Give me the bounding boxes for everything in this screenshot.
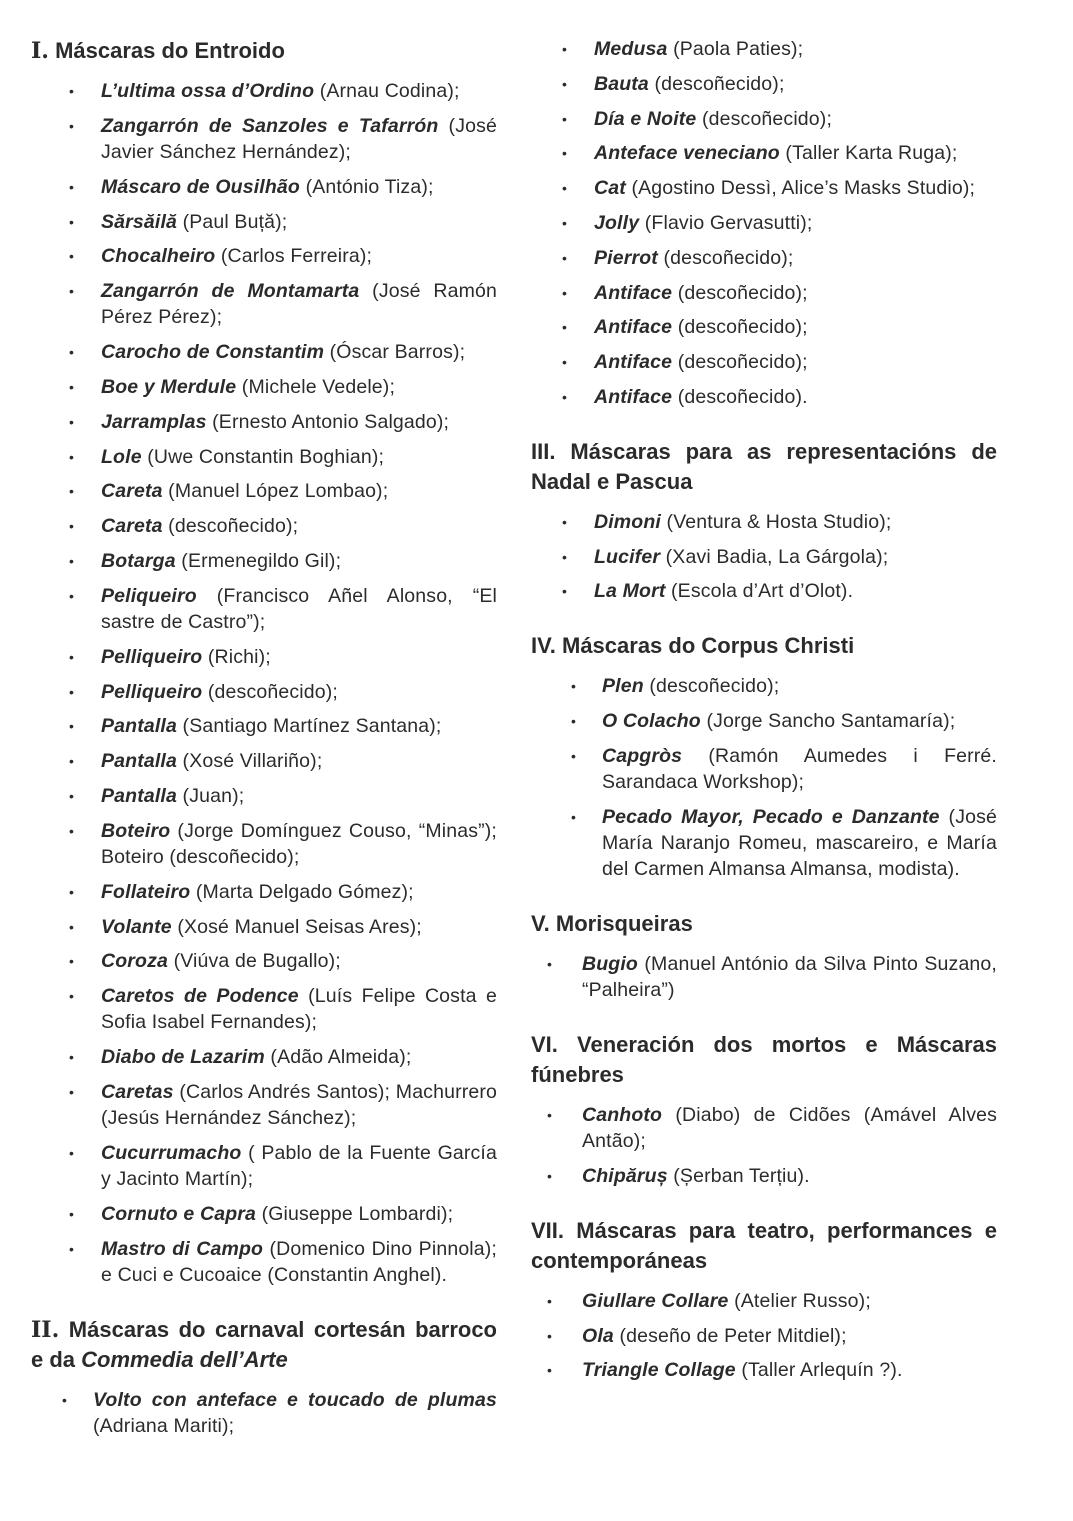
list-item bbox=[31, 243, 497, 269]
bullet-icon: • bbox=[69, 822, 75, 839]
mask-title: Zangarrón de Montamarta bbox=[101, 280, 360, 303]
list-item bbox=[531, 1163, 997, 1189]
section-1 bbox=[31, 36, 497, 1288]
bullet-icon: • bbox=[69, 1049, 75, 1066]
mask-title: Zangarrón de Sanzoles e Tafarrón bbox=[101, 114, 439, 137]
section-2 bbox=[31, 1315, 497, 1439]
mask-author: (descoñecido); bbox=[162, 515, 299, 538]
entry-list bbox=[531, 673, 997, 882]
bullet-icon: • bbox=[69, 953, 75, 970]
bullet-icon: • bbox=[69, 448, 75, 465]
list-item bbox=[31, 78, 497, 104]
mask-author: (Carlos Ferreira); bbox=[215, 245, 373, 268]
list-item bbox=[531, 509, 997, 535]
entry-list bbox=[531, 1102, 997, 1189]
mask-title: O Colacho bbox=[602, 709, 701, 732]
mask-title: Día e Noite bbox=[594, 107, 697, 130]
section-heading: III. Máscaras para as representacións de Nadal e Pascua bbox=[531, 438, 997, 494]
bullet-icon: • bbox=[562, 110, 568, 127]
section-2-continued bbox=[531, 36, 997, 410]
bullet-icon: • bbox=[571, 678, 577, 695]
bullet-icon: • bbox=[562, 548, 568, 565]
section-heading bbox=[31, 36, 497, 66]
list-item bbox=[31, 513, 497, 539]
bullet-icon: • bbox=[69, 283, 75, 300]
list-item bbox=[531, 1102, 997, 1154]
mask-author: (António Tiza); bbox=[300, 175, 434, 198]
bullet-icon: • bbox=[562, 214, 568, 231]
list-item bbox=[531, 951, 997, 1003]
list-item bbox=[531, 673, 997, 699]
mask-author: (Escola d’Art d’Olot). bbox=[665, 580, 854, 603]
mask-title: Pelliqueiro bbox=[101, 680, 203, 703]
mask-author: (Șerban Terțiu). bbox=[667, 1164, 810, 1187]
mask-author: (Agostino Dessì, Alice’s Masks Studio); bbox=[625, 177, 976, 200]
mask-author: (Jorge Domínguez Couso, “Minas”); Boteiro (descoñecido); bbox=[101, 819, 497, 868]
bullet-icon: • bbox=[69, 117, 75, 134]
mask-title: Máscaro de Ousilhão bbox=[101, 175, 300, 198]
mask-author: (Taller Arlequín ?). bbox=[735, 1359, 903, 1382]
list-item bbox=[531, 1357, 997, 1383]
mask-author: (Xosé Villariño); bbox=[176, 750, 323, 773]
section-heading: V. Morisqueiras bbox=[531, 910, 693, 936]
list-item bbox=[531, 384, 997, 410]
section-title: Máscaras do Entroido bbox=[55, 38, 285, 63]
list-item bbox=[531, 210, 997, 236]
mask-title: Antiface bbox=[594, 351, 673, 374]
bullet-icon: • bbox=[562, 583, 568, 600]
list-item bbox=[531, 36, 997, 62]
list-item bbox=[531, 106, 997, 132]
mask-title: Pantalla bbox=[101, 784, 177, 807]
mask-title: L’ultima ossa d’Ordino bbox=[101, 80, 315, 102]
bullet-icon: • bbox=[562, 354, 568, 371]
left-column bbox=[31, 36, 497, 1448]
list-item bbox=[531, 743, 997, 795]
mask-title: Caretas bbox=[101, 1080, 174, 1103]
bullet-icon: • bbox=[69, 587, 75, 604]
list-item bbox=[31, 1236, 497, 1288]
list-item bbox=[531, 544, 997, 570]
entry-list bbox=[31, 78, 497, 1288]
bullet-icon: • bbox=[562, 284, 568, 301]
mask-author: (Luís Felipe Costa e Sofia Isabel Fernandes); bbox=[101, 985, 497, 1034]
bullet-icon: • bbox=[69, 918, 75, 935]
mask-title: Antiface bbox=[594, 385, 673, 408]
spacer bbox=[531, 613, 997, 631]
mask-title: Chocalheiro bbox=[101, 245, 216, 268]
mask-author: (descoñecido); bbox=[202, 680, 338, 703]
bullet-icon: • bbox=[562, 180, 568, 197]
bullet-icon: • bbox=[69, 248, 75, 265]
mask-author: (José María Naranjo Romeu, mascareiro, e María del Carmen Almansa Almansa, modista). bbox=[602, 805, 997, 881]
mask-author: (Richi); bbox=[202, 645, 271, 668]
list-item bbox=[31, 339, 497, 365]
list-item bbox=[31, 1079, 497, 1131]
section-number: II. bbox=[31, 1316, 60, 1343]
bullet-icon: • bbox=[69, 344, 75, 361]
mask-title: Giullare Collare bbox=[582, 1289, 729, 1312]
mask-title: Pantalla bbox=[101, 715, 177, 738]
bullet-icon: • bbox=[547, 1362, 553, 1379]
mask-title: Pierrot bbox=[594, 246, 658, 269]
bullet-icon: • bbox=[547, 1106, 553, 1123]
bullet-icon: • bbox=[571, 747, 577, 764]
bullet-icon: • bbox=[562, 319, 568, 336]
list-item bbox=[31, 278, 497, 330]
list-item bbox=[31, 1201, 497, 1227]
list-item bbox=[531, 140, 997, 166]
mask-title: Bugio bbox=[582, 952, 638, 975]
list-item bbox=[31, 948, 497, 974]
spacer bbox=[531, 1198, 997, 1216]
mask-author: (Arnau Codina); bbox=[314, 80, 460, 102]
section-heading bbox=[31, 1315, 497, 1375]
spacer bbox=[531, 891, 997, 909]
mask-author: (Viúva de Bugallo); bbox=[168, 950, 341, 973]
mask-author: (Carlos Andrés Santos); Machurrero (Jesús Hernández Sánchez); bbox=[101, 1080, 497, 1130]
entry-list bbox=[531, 951, 997, 1003]
mask-title: Jolly bbox=[594, 211, 640, 234]
mask-author: (deseño de Peter Mitdiel); bbox=[613, 1324, 847, 1347]
mask-title: Antiface bbox=[594, 316, 673, 339]
entry-list bbox=[31, 1387, 497, 1439]
list-item bbox=[31, 713, 497, 739]
mask-title: Anteface veneciano bbox=[594, 142, 780, 165]
bullet-icon: • bbox=[69, 518, 75, 535]
bullet-icon: • bbox=[562, 41, 568, 57]
section-3 bbox=[531, 437, 997, 605]
mask-author: (Ventura & Hosta Studio); bbox=[660, 510, 892, 533]
bullet-icon: • bbox=[69, 1083, 75, 1100]
bullet-icon: • bbox=[69, 378, 75, 395]
section-7 bbox=[531, 1216, 997, 1384]
mask-author: (descoñecido); bbox=[657, 246, 794, 269]
bullet-icon: • bbox=[69, 718, 75, 735]
mask-title: Careta bbox=[101, 515, 163, 538]
bullet-icon: • bbox=[571, 808, 577, 825]
bullet-icon: • bbox=[69, 988, 75, 1005]
mask-author: (Xavi Badia, La Gárgola); bbox=[660, 545, 889, 568]
mask-title: Pelliqueiro bbox=[101, 645, 203, 668]
entry-list bbox=[531, 36, 997, 410]
mask-title: Plen bbox=[602, 675, 644, 698]
list-item bbox=[31, 983, 497, 1035]
entry-list bbox=[531, 1288, 997, 1384]
mask-author: (Ramón Aumedes i Ferré. Sarandaca Workshop); bbox=[602, 744, 997, 793]
mask-author: (Óscar Barros); bbox=[324, 341, 466, 364]
bullet-icon: • bbox=[69, 883, 75, 900]
section-heading: VII. Máscaras para teatro, performances e contemporáneas bbox=[531, 1217, 997, 1273]
mask-author: ( Pablo de la Fuente García y Jacinto Martín); bbox=[101, 1141, 497, 1191]
mask-title: Medusa bbox=[594, 38, 668, 60]
mask-title: Careta bbox=[101, 480, 163, 503]
list-item bbox=[31, 818, 497, 870]
bullet-icon: • bbox=[547, 1167, 553, 1184]
mask-author: (descoñecido); bbox=[672, 316, 808, 339]
bullet-icon: • bbox=[562, 249, 568, 266]
mask-title: Pantalla bbox=[101, 750, 177, 773]
list-item bbox=[31, 748, 497, 774]
bullet-icon: • bbox=[69, 753, 75, 770]
bullet-icon: • bbox=[562, 75, 568, 92]
mask-author: (Manuel António da Silva Pinto Suzano, “Palheira”) bbox=[582, 952, 997, 1002]
bullet-icon: • bbox=[562, 145, 568, 162]
list-item bbox=[531, 708, 997, 734]
list-item bbox=[531, 578, 997, 604]
section-title-italic: Commedia dell’Arte bbox=[81, 1346, 288, 1372]
bullet-icon: • bbox=[69, 648, 75, 665]
list-item bbox=[531, 175, 997, 201]
mask-title: Capgròs bbox=[602, 744, 683, 767]
list-item bbox=[531, 280, 997, 306]
bullet-icon: • bbox=[69, 683, 75, 700]
mask-title: Triangle Collage bbox=[582, 1359, 736, 1382]
list-item bbox=[31, 879, 497, 905]
bullet-icon: • bbox=[562, 388, 568, 405]
list-item bbox=[31, 209, 497, 235]
list-item bbox=[531, 71, 997, 97]
list-item bbox=[531, 1323, 997, 1349]
list-item bbox=[31, 644, 497, 670]
mask-title: Antiface bbox=[594, 281, 673, 304]
mask-author: (Xosé Manuel Seisas Ares); bbox=[171, 915, 422, 938]
mask-author: (Santiago Martínez Santana); bbox=[176, 715, 442, 738]
bullet-icon: • bbox=[69, 483, 75, 500]
right-column bbox=[531, 36, 997, 1392]
mask-author: (Diabo) de Cidões (Amável Alves Antão); bbox=[582, 1103, 997, 1153]
mask-author: (descoñecido); bbox=[672, 351, 808, 374]
spacer bbox=[31, 1297, 497, 1315]
mask-title: Follateiro bbox=[101, 880, 191, 903]
mask-author: (Atelier Russo); bbox=[728, 1289, 871, 1312]
bullet-icon: • bbox=[69, 413, 75, 430]
mask-author: (Domenico Dino Pinnola); e Cuci e Cucoaice (Constantin Anghel). bbox=[101, 1237, 497, 1286]
list-item bbox=[531, 1288, 997, 1314]
list-item bbox=[31, 174, 497, 200]
mask-title: La Mort bbox=[594, 580, 666, 603]
bullet-icon: • bbox=[69, 1144, 75, 1161]
mask-title: Canhoto bbox=[582, 1103, 663, 1126]
mask-title: Coroza bbox=[101, 950, 168, 973]
mask-author: (Ermenegildo Gil); bbox=[175, 549, 342, 572]
list-item bbox=[31, 374, 497, 400]
mask-title: Volante bbox=[101, 915, 172, 938]
bullet-icon: • bbox=[69, 1205, 75, 1222]
bullet-icon: • bbox=[547, 1292, 553, 1309]
mask-author: (Uwe Constantin Boghian); bbox=[141, 445, 385, 468]
list-item bbox=[531, 314, 997, 340]
mask-title: Cucurrumacho bbox=[101, 1141, 242, 1164]
bullet-icon: • bbox=[62, 1391, 68, 1408]
mask-author: (Jorge Sancho Santamaría); bbox=[700, 709, 956, 732]
mask-author: (Francisco Añel Alonso, “El sastre de Castro”); bbox=[101, 584, 497, 633]
bullet-icon: • bbox=[547, 955, 553, 972]
list-item bbox=[31, 113, 497, 165]
mask-author: (Taller Karta Ruga); bbox=[779, 142, 958, 165]
mask-title: Boe y Merdule bbox=[101, 375, 237, 398]
spacer bbox=[531, 419, 997, 437]
list-item bbox=[31, 679, 497, 705]
mask-title: Botarga bbox=[101, 549, 176, 572]
mask-title: Cornuto e Capra bbox=[101, 1202, 257, 1225]
list-item bbox=[31, 783, 497, 809]
list-item bbox=[31, 1044, 497, 1070]
spacer bbox=[531, 1012, 997, 1030]
mask-title: Chipăruș bbox=[582, 1164, 668, 1187]
mask-author: (Ernesto Antonio Salgado); bbox=[206, 410, 450, 433]
list-item bbox=[531, 349, 997, 375]
list-item bbox=[31, 548, 497, 574]
mask-author: (Michele Vedele); bbox=[236, 375, 396, 398]
mask-title: Lucifer bbox=[594, 545, 661, 568]
bullet-icon: • bbox=[69, 83, 75, 99]
list-item bbox=[31, 583, 497, 635]
list-item bbox=[31, 914, 497, 940]
mask-title: Volto con anteface e toucado de plumas bbox=[93, 1388, 497, 1411]
mask-title: Cat bbox=[594, 177, 626, 200]
list-item bbox=[31, 1140, 497, 1192]
mask-author: (Paul Buță); bbox=[177, 210, 288, 233]
mask-title: Carocho de Constantim bbox=[101, 341, 325, 364]
mask-title: Diabo de Lazarim bbox=[101, 1046, 265, 1069]
section-title: Máscaras do carnaval cortesán barroco e da bbox=[31, 1316, 497, 1372]
section-number: I. bbox=[31, 38, 49, 64]
mask-author: (descoñecido); bbox=[648, 72, 785, 95]
mask-title: Boteiro bbox=[101, 819, 171, 842]
list-item bbox=[31, 444, 497, 470]
bullet-icon: • bbox=[69, 213, 75, 230]
mask-title: Ola bbox=[582, 1324, 614, 1347]
mask-title: Peliqueiro bbox=[101, 584, 197, 607]
mask-author: (Marta Delgado Gómez); bbox=[190, 880, 414, 903]
mask-author: (Adão Almeida); bbox=[264, 1046, 412, 1069]
mask-author: (Juan); bbox=[176, 784, 245, 807]
section-4 bbox=[531, 631, 997, 882]
bullet-icon: • bbox=[69, 787, 75, 804]
section-6 bbox=[531, 1030, 997, 1189]
mask-author: (descoñecido). bbox=[672, 385, 808, 408]
mask-title: Jarramplas bbox=[101, 410, 207, 433]
bullet-icon: • bbox=[69, 1240, 75, 1257]
mask-title: Sărsăilă bbox=[101, 210, 178, 233]
section-heading: VI. Veneración dos mortos e Máscaras fúnebres bbox=[531, 1031, 997, 1087]
list-item bbox=[531, 804, 997, 883]
list-item bbox=[31, 478, 497, 504]
entry-list bbox=[531, 509, 997, 605]
mask-title: Caretos de Podence bbox=[101, 985, 299, 1008]
mask-author: (Manuel López Lombao); bbox=[162, 480, 389, 503]
mask-title: Dimoni bbox=[594, 510, 661, 533]
mask-title: Lole bbox=[101, 445, 142, 468]
mask-author: (José Javier Sánchez Hernández); bbox=[101, 114, 497, 163]
mask-author: (José Ramón Pérez Pérez); bbox=[101, 280, 498, 329]
bullet-icon: • bbox=[69, 178, 75, 195]
bullet-icon: • bbox=[69, 552, 75, 569]
mask-author: (descoñecido); bbox=[696, 107, 833, 130]
mask-author: (Flavio Gervasutti); bbox=[639, 211, 813, 234]
bullet-icon: • bbox=[562, 513, 568, 530]
mask-author: (Giuseppe Lombardi); bbox=[256, 1202, 454, 1225]
mask-title: Mastro di Campo bbox=[101, 1237, 264, 1260]
section-heading: IV. Máscaras do Corpus Christi bbox=[531, 633, 855, 659]
bullet-icon: • bbox=[571, 712, 577, 729]
mask-title: Bauta bbox=[594, 72, 649, 95]
list-item bbox=[31, 1387, 497, 1439]
mask-title: Pecado Mayor, Pecado e Danzante bbox=[602, 805, 940, 828]
list-item bbox=[31, 409, 497, 435]
bullet-icon: • bbox=[547, 1327, 553, 1344]
mask-author: (descoñecido); bbox=[643, 675, 780, 698]
mask-author: (Adriana Mariti); bbox=[93, 1414, 235, 1437]
mask-author: (Paola Paties); bbox=[667, 38, 804, 60]
section-5 bbox=[531, 909, 997, 1003]
mask-author: (descoñecido); bbox=[672, 281, 808, 304]
list-item bbox=[531, 245, 997, 271]
